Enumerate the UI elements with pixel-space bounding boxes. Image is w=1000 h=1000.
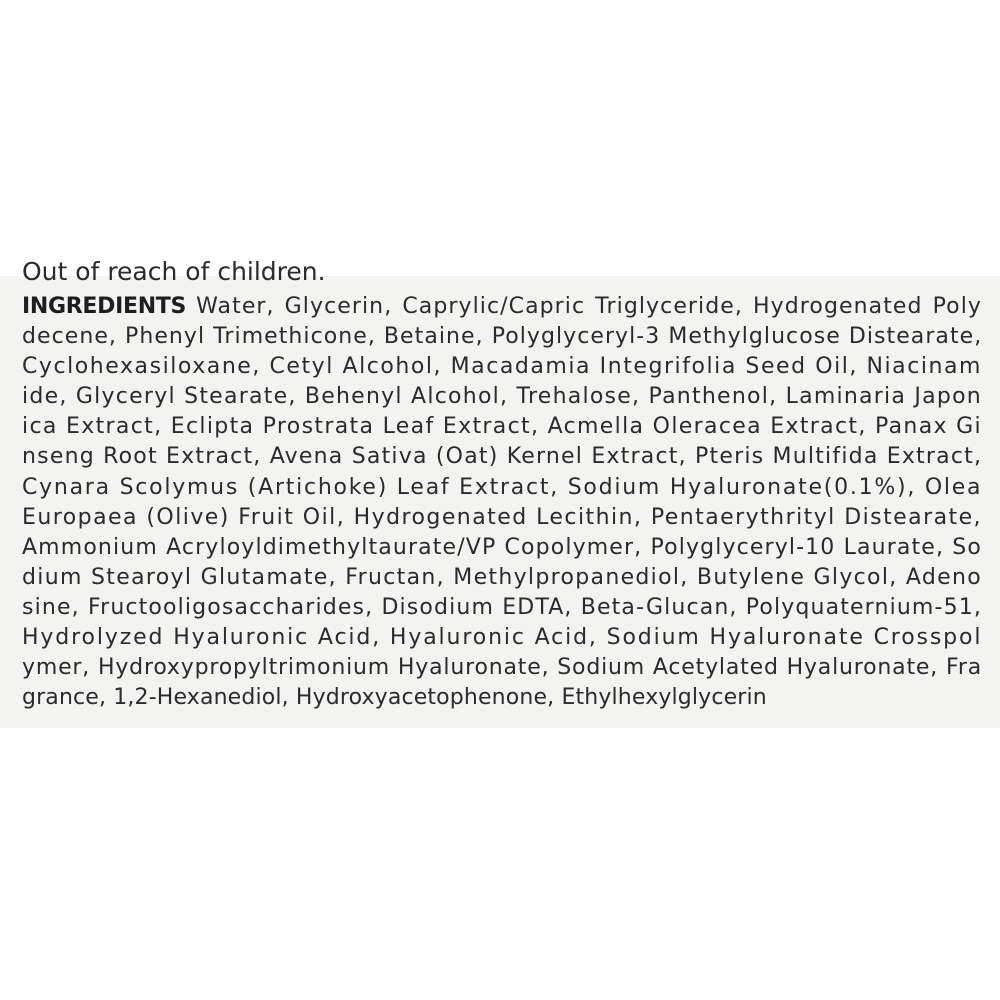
ingredients-line: ica Extract, Eclipta Prostrata Leaf Extract, Acmella Oleracea Extract, Panax Gi	[22, 414, 982, 440]
ingredients-label	[0, 257, 1000, 728]
ingredients-line: Hydrolyzed Hyaluronic Acid, Hyaluronic Acid, Sodium Hyaluronate Crosspol	[22, 625, 983, 651]
ingredients-line: grance, 1,2-Hexanediol, Hydroxyacetophenone, Ethylhexylglycerin	[22, 685, 767, 711]
ingredients-line-text: Water, Glycerin, Caprylic/Capric Triglyceride, Hydrogenated Poly	[196, 294, 982, 319]
ingredients-line	[22, 292, 982, 322]
ingredients-line: dium Stearoyl Glutamate, Fructan, Methylpropanediol, Butylene Glycol, Adeno	[22, 564, 982, 590]
ingredients-line: Cynara Scolymus (Artichoke) Leaf Extract, Sodium Hyaluronate(0.1%), Olea	[22, 474, 983, 500]
cutoff-warning-text: Out of reach of children.	[22, 257, 326, 286]
ingredients-block	[22, 292, 982, 713]
ingredients-line: Europaea (Olive) Fruit Oil, Hydrogenated Lecithin, Pentaerythrityl Distearate,	[22, 504, 982, 530]
ingredients-line: decene, Phenyl Trimethicone, Betaine, Polyglyceryl-3 Methylglucose Distearate,	[22, 324, 983, 350]
ingredients-line: nseng Root Extract, Avena Sativa (Oat) Kernel Extract, Pteris Multifida Extract,	[22, 444, 983, 470]
ingredients-line: ymer, Hydroxypropyltrimonium Hyaluronate, Sodium Acetylated Hyaluronate, Fra	[22, 655, 982, 681]
ingredients-line: Ammonium Acryloyldimethyltaurate/VP Copolymer, Polyglyceryl-10 Laurate, So	[22, 534, 982, 560]
ingredients-line: ide, Glyceryl Stearate, Behenyl Alcohol, Trehalose, Panthenol, Laminaria Japon	[22, 384, 982, 410]
ingredients-heading: INGREDIENTS	[22, 294, 187, 319]
ingredients-line: sine, Fructooligosaccharides, Disodium EDTA, Beta-Glucan, Polyquaternium-51,	[22, 594, 982, 620]
ingredients-line: Cyclohexasiloxane, Cetyl Alcohol, Macadamia Integrifolia Seed Oil, Niacinam	[22, 354, 982, 380]
